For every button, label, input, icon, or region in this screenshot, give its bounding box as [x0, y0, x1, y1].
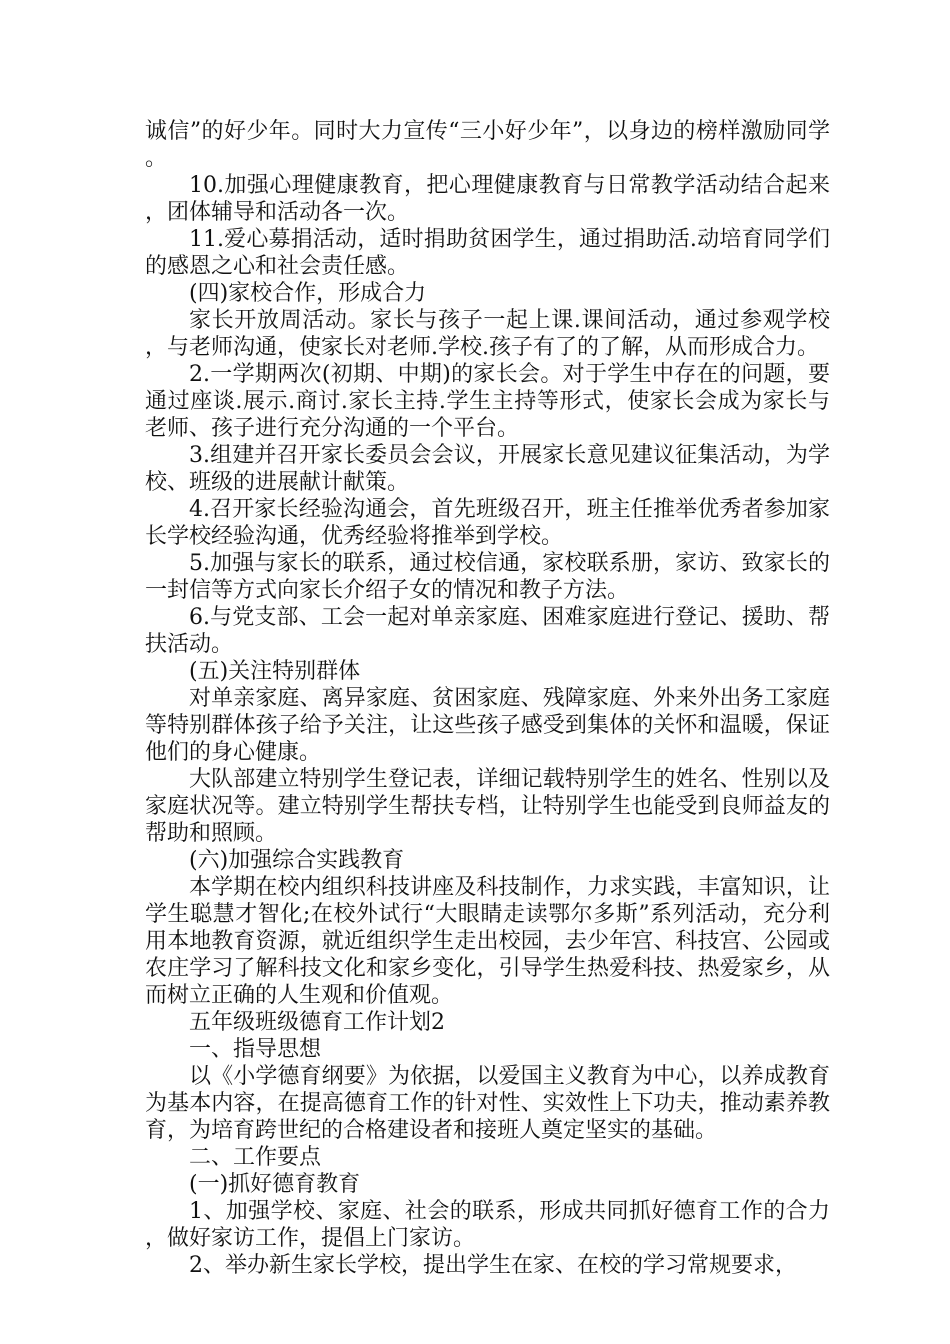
- paragraph-charity-donation: 11.爱心募捐活动，适时捐助贫困学生，通过捐助活.动培育同学们的感恩之心和社会责任感。: [145, 227, 830, 279]
- document-page: [145, 118, 830, 1279]
- paragraph-special-student-register: 大队部建立特别学生登记表，详细记载特别学生的姓名、性别以及家庭状况等。建立特别学生帮扶专档，让特别学生也能受到良师益友的帮助和照顾。: [145, 767, 830, 846]
- paragraph-special-families: 对单亲家庭、离异家庭、贫困家庭、残障家庭、外来外出务工家庭等特别群体孩子给予关注，让这些孩子感受到集体的关怀和温暖，保证他们的身心健康。: [145, 686, 830, 765]
- section-heading-practice-education: (六)加强综合实践教育: [189, 848, 405, 873]
- paragraph-science-practice: 本学期在校内组织科技讲座及科技制作，力求实践，丰富知识，让学生聪慧才智化;在校外试行“大眼睛走读鄂尔多斯”系列活动，充分利用本地教育资源，就近组织学生走出校园，去少年宫、科技宫、公园或农庄学习了解科技文化和家乡变化，引导学生热爱科技、热爱家乡，从而树立正确的人生观和价值观。: [145, 875, 830, 1008]
- paragraph-new-parent-school: 2、举办新生家长学校，提出学生在家、在校的学习常规要求，: [189, 1253, 797, 1278]
- subsection-heading-moral-education: (一)抓好德育教育: [189, 1172, 361, 1197]
- paragraph-parent-contact: 5.加强与家长的联系，通过校信通，家校联系册，家访、致家长的一封信等方式向家长介绍子女的情况和教子方法。: [145, 551, 830, 603]
- paragraph-family-assistance: 6.与党支部、工会一起对单亲家庭、困难家庭进行登记、援助、帮扶活动。: [145, 605, 830, 657]
- paragraph-parent-committee: 3.组建并召开家长委员会会议，开展家长意见建议征集活动，为学校、班级的进展献计献策。: [145, 443, 830, 495]
- paragraph-honesty-role-models: 诚信”的好少年。同时大力宣传“三小好少年”，以身边的榜样激励同学。: [145, 119, 830, 171]
- paragraph-home-school-society: 1、加强学校、家庭、社会的联系，形成共同抓好德育工作的合力，做好家访工作，提倡上门家访。: [145, 1199, 830, 1251]
- section-heading-guiding-thought: 一、指导思想: [189, 1037, 322, 1062]
- section-heading-special-groups: (五)关注特别群体: [189, 659, 361, 684]
- section-heading-key-points: 二、工作要点: [189, 1145, 322, 1170]
- paragraph-experience-exchange: 4.召开家长经验沟通会，首先班级召开，班主任推举优秀者参加家长学校经验沟通，优秀经验将推举到学校。: [145, 497, 830, 549]
- paragraph-mental-health: 10.加强心理健康教育，把心理健康教育与日常教学活动结合起来，团体辅导和活动各一次。: [145, 173, 830, 225]
- document-title-plan-2: 五年级班级德育工作计划2: [189, 1010, 445, 1035]
- section-heading-home-school: (四)家校合作，形成合力: [189, 281, 427, 306]
- paragraph-guiding-thought: 以《小学德育纲要》为依据，以爱国主义教育为中心，以养成教育为基本内容，在提高德育工作的针对性、实效性上下功夫，推动素养教育，为培育跨世纪的合格建设者和接班人奠定坚实的基础。: [145, 1064, 830, 1143]
- paragraph-parent-meetings: 2.一学期两次(初期、中期)的家长会。对于学生中存在的问题，要通过座谈.展示.商讨.家长主持.学生主持等形式，使家长会成为家长与老师、孩子进行充分沟通的一个平台。: [145, 362, 830, 441]
- paragraph-parent-open-week: 家长开放周活动。家长与孩子一起上课.课间活动，通过参观学校，与老师沟通，使家长对老师.学校.孩子有了的了解，从而形成合力。: [145, 308, 830, 360]
